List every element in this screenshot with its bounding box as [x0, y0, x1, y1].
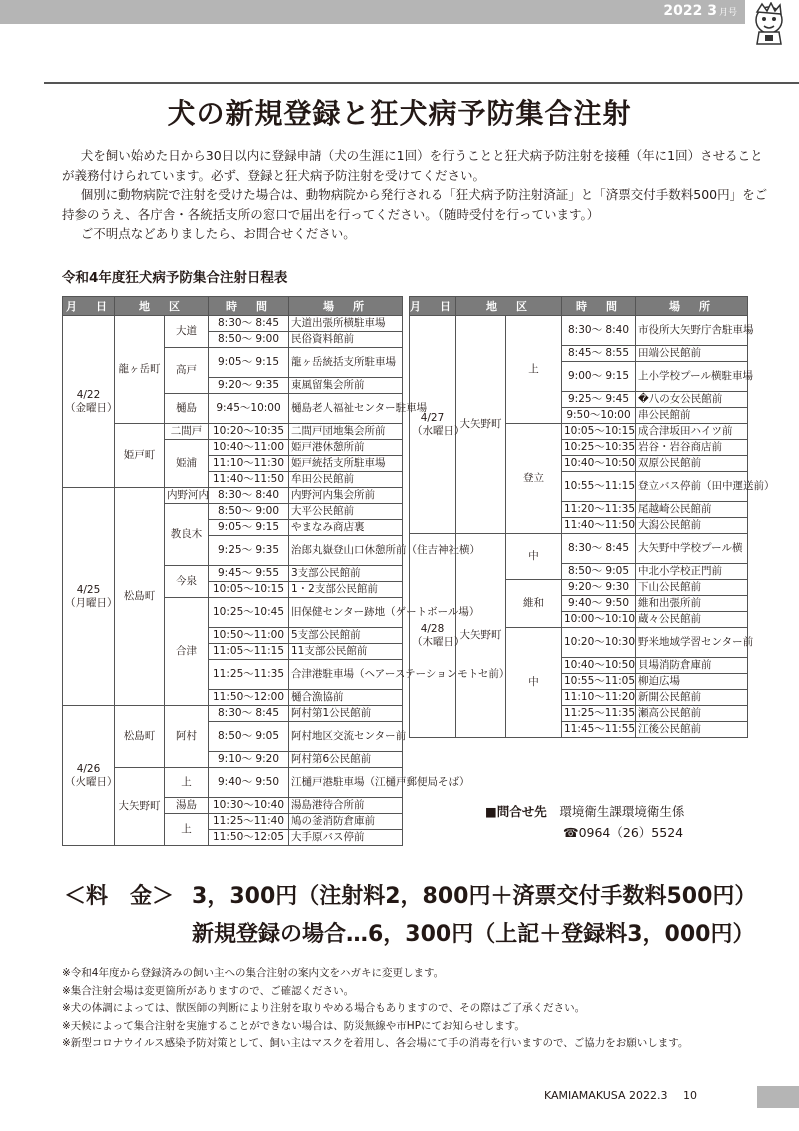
- place-cell: 内野河内集会所前: [289, 488, 403, 504]
- header-area: 地 区: [456, 297, 562, 316]
- fee-new-registration: 新規登録の場合…6，300円（上記＋登録料3，000円）: [192, 922, 755, 947]
- subarea-cell: 湯島: [165, 798, 209, 814]
- time-cell: 9:20～ 9:30: [562, 580, 636, 596]
- time-cell: 11:20～11:35: [562, 502, 636, 518]
- time-cell: 10:05～10:15: [209, 582, 289, 598]
- place-cell: やまなみ商店裏: [289, 520, 403, 536]
- date-cell: [410, 316, 465, 534]
- place-cell: 蔵々公民館前: [636, 612, 748, 628]
- mascot-illustration: [747, 2, 791, 46]
- time-cell: 9:25～ 9:35: [209, 536, 289, 566]
- place-cell: 大矢野中学校プール横: [636, 534, 748, 564]
- header-area: 地 区: [115, 297, 209, 316]
- issue-label: 2022 3 月号: [663, 3, 737, 19]
- area-cell: 大矢野町: [456, 316, 506, 534]
- place-cell: 串公民館前: [636, 408, 748, 424]
- time-cell: 10:40～10:50: [562, 456, 636, 472]
- time-cell: 9:20～ 9:35: [209, 378, 289, 394]
- intro-paragraph: 犬を飼い始めた日から30日以内に登録申請（犬の生涯に1回）を行うことと狂犬病予防注射を接種（年に1回）させることが義務付けられています。必ず、登録と狂犬病予防注射を受けてください。: [62, 148, 763, 183]
- header-place: 場 所: [289, 297, 403, 316]
- time-cell: 8:50～ 9:00: [209, 332, 289, 348]
- date-label: 4/25: [76, 583, 101, 596]
- place-cell: 旧保健センター跡地（ゲートボール場）: [289, 598, 403, 628]
- header-date: 月 日: [410, 297, 456, 316]
- time-cell: 11:50～12:00: [209, 690, 289, 706]
- place-cell: 大道出張所横駐車場: [289, 316, 403, 332]
- subarea-cell: 教良木: [165, 504, 209, 566]
- place-cell: 姫戸統括支所駐車場: [289, 456, 403, 472]
- subarea-cell: 内野河内: [165, 488, 209, 504]
- time-cell: 8:30～ 8:45: [562, 534, 636, 564]
- time-cell: 10:40～10:50: [562, 658, 636, 674]
- header-time: 時 間: [562, 297, 636, 316]
- place-cell: 田端公民館前: [636, 346, 748, 362]
- place-cell: 11支部公民館前: [289, 644, 403, 660]
- time-cell: 10:25～10:35: [562, 440, 636, 456]
- fee-section: [64, 878, 756, 954]
- time-cell: 10:25～10:45: [209, 598, 289, 628]
- time-cell: 9:00～ 9:15: [562, 362, 636, 392]
- time-cell: 10:20～10:30: [562, 628, 636, 658]
- intro-text: [62, 146, 770, 244]
- place-cell: 樋合漁協前: [289, 690, 403, 706]
- time-cell: 10:30～10:40: [209, 798, 289, 814]
- header-date: 月 日: [63, 297, 115, 316]
- time-cell: 11:25～11:40: [209, 814, 289, 830]
- place-cell: 中北小学校正門前: [636, 564, 748, 580]
- place-cell: 龍ヶ岳統括支所駐車場: [289, 348, 403, 378]
- time-cell: 8:30～ 8:40: [209, 488, 289, 504]
- place-cell: 上小学校プール横駐車場: [636, 362, 748, 392]
- date-label: 4/26: [76, 762, 101, 775]
- table-header-row: [410, 297, 748, 316]
- time-cell: 10:20～10:35: [209, 424, 289, 440]
- place-cell: 5支部公民館前: [289, 628, 403, 644]
- time-cell: 9:40～ 9:50: [562, 596, 636, 612]
- time-cell: 9:40～ 9:50: [209, 768, 289, 798]
- subarea-cell: 上: [165, 768, 209, 798]
- area-cell: 大矢野町: [115, 768, 165, 846]
- subarea-cell: 上: [506, 316, 562, 424]
- place-cell: 阿村第6公民館前: [289, 752, 403, 768]
- time-cell: 11:40～11:50: [562, 518, 636, 534]
- subarea-cell: 維和: [506, 580, 562, 628]
- notes: [62, 965, 688, 1053]
- area-cell: 松島町: [115, 706, 165, 768]
- place-cell: 合津港駐車場（ヘアーステーションモトセ前）: [289, 660, 403, 690]
- contact-info: [485, 801, 684, 843]
- time-cell: 9:25～ 9:45: [562, 392, 636, 408]
- time-cell: 9:05～ 9:15: [209, 520, 289, 536]
- date-label: 4/28: [420, 622, 445, 635]
- footer-bar: [757, 1086, 799, 1108]
- table-row: [410, 316, 748, 346]
- subarea-cell: 中: [506, 534, 562, 580]
- fee-label: ＜料 金＞: [64, 884, 175, 909]
- date-cell: [63, 706, 118, 846]
- place-cell: 姫戸港休憩所前: [289, 440, 403, 456]
- time-cell: 8:30～ 8:45: [209, 316, 289, 332]
- place-cell: 民俗資料館前: [289, 332, 403, 348]
- time-cell: 8:50～ 9:05: [209, 722, 289, 752]
- top-bar: [0, 0, 745, 24]
- place-cell: 新開公民館前: [636, 690, 748, 706]
- table-row: [410, 534, 748, 564]
- header-place: 場 所: [636, 297, 748, 316]
- time-cell: 9:05～ 9:15: [209, 348, 289, 378]
- subarea-cell: 阿村: [165, 706, 209, 768]
- time-cell: 10:40～11:00: [209, 440, 289, 456]
- weekday-label: （金曜日）: [65, 401, 118, 414]
- time-cell: 11:40～11:50: [209, 472, 289, 488]
- time-cell: 9:10～ 9:20: [209, 752, 289, 768]
- place-cell: 江後公民館前: [636, 722, 748, 738]
- place-cell: 岩谷・岩谷商店前: [636, 440, 748, 456]
- place-cell: 下山公民館前: [636, 580, 748, 596]
- note-item: ※新型コロナウイルス感染予防対策として、飼い主はマスクを着用し、各会場にて手の消毒を行いますので、ご協力をお願いします。: [62, 1037, 689, 1049]
- table-row: [63, 706, 403, 722]
- intro-paragraph: 個別に動物病院で注射を受けた場合は、動物病院から発行される「狂犬病予防注射済証」と「済票交付手数料500円」をご持参のうえ、各庁舎・各統括支所の窓口で届出を行ってください。（随時受付を行っています。）: [62, 187, 768, 222]
- date-label: 4/27: [420, 411, 445, 424]
- place-cell: 鳩の釜消防倉庫前: [289, 814, 403, 830]
- title-rule: [44, 82, 799, 84]
- note-item: ※令和4年度から登録済みの飼い主への集合注射の案内文をハガキに変更します。: [62, 967, 445, 979]
- page-title: 犬の新規登録と狂犬病予防集合注射: [167, 97, 632, 130]
- footer-magazine: KAMIAMAKUSA: [544, 1089, 626, 1102]
- contact-phone: ☎0964（26）5524: [563, 825, 684, 840]
- note-item: ※集合注射会場は変更箇所がありますので、ご確認ください。: [62, 984, 355, 997]
- time-cell: 8:50～ 9:00: [209, 504, 289, 520]
- place-cell: 大平公民館前: [289, 504, 403, 520]
- area-cell: 龍ヶ岳町: [115, 316, 165, 424]
- date-cell: [63, 316, 118, 488]
- subarea-cell: 二間戸: [165, 424, 209, 440]
- footer-issue: 2022.3: [629, 1089, 668, 1102]
- place-cell: 湯島港待合所前: [289, 798, 403, 814]
- time-cell: 9:50～10:00: [562, 408, 636, 424]
- place-cell: 野米地域学習センター前: [636, 628, 748, 658]
- place-cell: 牟田公民館前: [289, 472, 403, 488]
- weekday-label: （木曜日）: [412, 635, 465, 648]
- fee-standard: 3，300円（注射料2，800円＋済票交付手数料500円）: [192, 884, 757, 909]
- place-cell: 大潟公民館前: [636, 518, 748, 534]
- time-cell: 10:00～10:10: [562, 612, 636, 628]
- weekday-label: （水曜日）: [412, 424, 465, 437]
- contact-dept: 環境衛生課環境衛生係: [559, 804, 685, 819]
- header-time: 時 間: [209, 297, 289, 316]
- intro-paragraph: ご不明点などありましたら、お問合せください。: [80, 226, 356, 241]
- footer: [544, 1089, 697, 1102]
- subarea-cell: 上: [165, 814, 209, 846]
- time-cell: 8:50～ 9:05: [562, 564, 636, 580]
- subarea-cell: 登立: [506, 424, 562, 534]
- place-cell: 成合津坂田ハイツ前: [636, 424, 748, 440]
- note-item: ※天候によって集合注射を実施することができない場合は、防災無線や市HPにてお知らせします。: [62, 1019, 525, 1032]
- place-cell: 阿村第1公民館前: [289, 706, 403, 722]
- place-cell: 東風留集会所前: [289, 378, 403, 394]
- area-cell: 松島町: [115, 488, 165, 706]
- time-cell: 11:50～12:05: [209, 830, 289, 846]
- place-cell: 維和出張所前: [636, 596, 748, 612]
- weekday-label: （火曜日）: [65, 775, 118, 788]
- subarea-cell: 樋島: [165, 394, 209, 424]
- time-cell: 10:05～10:15: [562, 424, 636, 440]
- place-cell: 3支部公民館前: [289, 566, 403, 582]
- subarea-cell: 合津: [165, 598, 209, 706]
- place-cell: 柳迫広場: [636, 674, 748, 690]
- schedule-table-right: [409, 296, 775, 738]
- subarea-cell: 大道: [165, 316, 209, 348]
- place-cell: 樋島老人福祉センター駐車場: [289, 394, 403, 424]
- place-cell: 二間戸団地集会所前: [289, 424, 403, 440]
- place-cell: 江樋戸港駐車場（江樋戸郵便局そば）: [289, 768, 403, 798]
- schedule-title: 令和4年度狂犬病予防集合注射日程表: [62, 270, 288, 286]
- time-cell: 11:45～11:55: [562, 722, 636, 738]
- area-cell: 姫戸町: [115, 424, 165, 488]
- time-cell: 9:45～ 9:55: [209, 566, 289, 582]
- place-cell: 尾越崎公民館前: [636, 502, 748, 518]
- time-cell: 11:25～11:35: [562, 706, 636, 722]
- place-cell: 大手原バス停前: [289, 830, 403, 846]
- place-cell: 市役所大矢野庁舎駐車場: [636, 316, 748, 346]
- page-number: 10: [683, 1089, 698, 1102]
- time-cell: 10:55～11:15: [562, 472, 636, 502]
- time-cell: 8:45～ 8:55: [562, 346, 636, 362]
- subarea-cell: 姫浦: [165, 440, 209, 488]
- place-cell: 治郎丸嶽登山口休憩所前（住吉神社横）: [289, 536, 403, 566]
- time-cell: 11:05～11:15: [209, 644, 289, 660]
- place-cell: 貝場消防倉庫前: [636, 658, 748, 674]
- table-row: [63, 488, 403, 504]
- time-cell: 10:55～11:05: [562, 674, 636, 690]
- weekday-label: （月曜日）: [65, 596, 118, 609]
- place-cell: 登立バス停前（田中運送前）: [636, 472, 748, 502]
- contact-label: ■問合せ先: [485, 804, 547, 819]
- subarea-cell: 高戸: [165, 348, 209, 394]
- time-cell: 9:45～10:00: [209, 394, 289, 424]
- subarea-cell: 中: [506, 628, 562, 738]
- time-cell: 11:10～11:20: [562, 690, 636, 706]
- date-cell: [63, 488, 118, 706]
- place-cell: 阿村地区交流センター前: [289, 722, 403, 752]
- time-cell: 11:10～11:30: [209, 456, 289, 472]
- place-cell: 1・2支部公民館前: [289, 582, 403, 598]
- subarea-cell: 今泉: [165, 566, 209, 598]
- place-cell: 瀬高公民館前: [636, 706, 748, 722]
- time-cell: 11:25～11:35: [209, 660, 289, 690]
- date-label: 4/22: [76, 388, 101, 401]
- place-cell: 双原公民館前: [636, 456, 748, 472]
- note-item: ※犬の体調によっては、獣医師の判断により注射を取りやめる場合もありますので、その際はご了承ください。: [62, 1002, 586, 1014]
- time-cell: 8:30～ 8:40: [562, 316, 636, 346]
- table-row: [63, 316, 403, 332]
- table-header-row: [63, 297, 403, 316]
- place-cell: �八の女公民館前: [636, 392, 748, 408]
- date-cell: [410, 534, 465, 738]
- time-cell: 8:30～ 8:45: [209, 706, 289, 722]
- time-cell: 10:50～11:00: [209, 628, 289, 644]
- area-cell: 大矢野町: [456, 534, 506, 738]
